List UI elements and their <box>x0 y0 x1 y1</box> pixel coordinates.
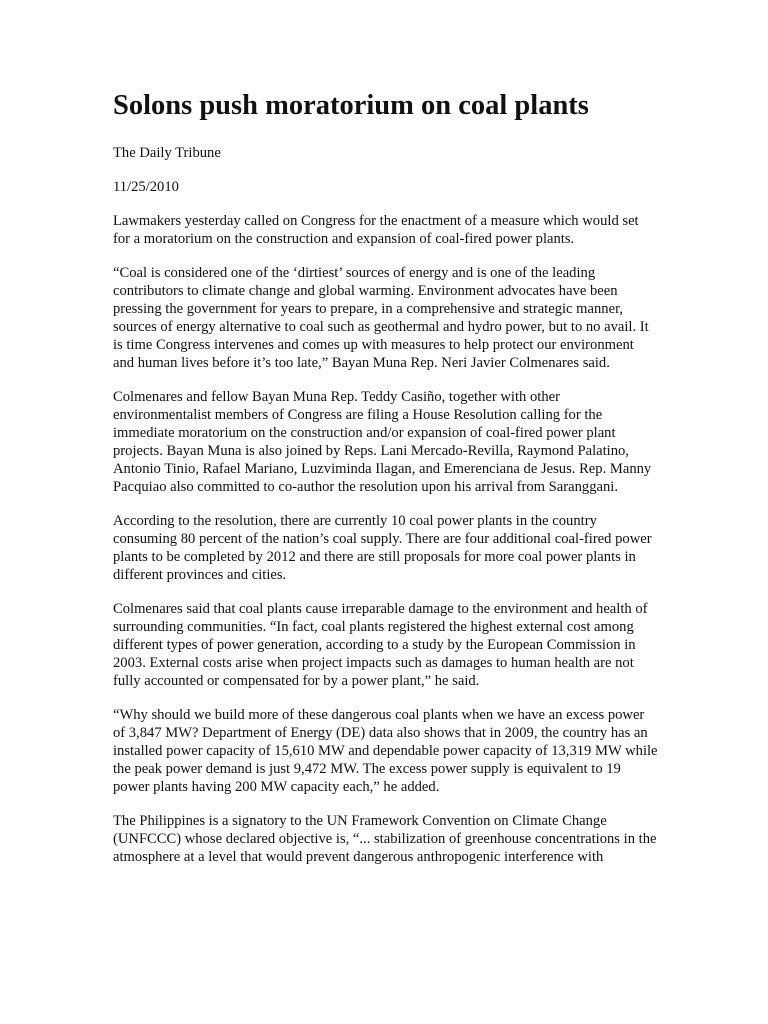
article-paragraph-4: According to the resolution, there are currently 10 coal power plants in the country consuming 80 percent of the nation’s coal supply. There are four additional coal-fired power plants to be completed by 2012 and there are still proposals for more coal power plants in different provinces and cities. <box>113 513 652 583</box>
article-paragraph-3: Colmenares and fellow Bayan Muna Rep. Teddy Casiño, together with other environmentalist members of Congress are filing a House Resolution calling for the immediate moratorium on the construction and/or expansion of coal-fired power plant projects. Bayan Muna is also joined by Reps. Lani Mercado-Revilla, Raymond Palatino, Antonio Tinio, Rafael Mariano, Luzviminda Ilagan, and Emerenciana de Jesus. Rep. Manny Pacquiao also committed to co-author the resolution upon his arrival from Saranggani. <box>113 389 652 495</box>
article-paragraph-5: Colmenares said that coal plants cause irreparable damage to the environment and health of surrounding communities. “In fact, coal plants registered the highest external cost among different types of power generation, according to a study by the European Commission in 2003. External costs arise when project impacts such as damages to human health are not fully accounted or compensated for by a power plant,” he said. <box>113 601 648 689</box>
article-title: Solons push moratorium on coal plants <box>113 90 589 121</box>
article-paragraph-2: “Coal is considered one of the ‘dirtiest’ sources of energy and is one of the leading contributors to climate change and global warming. Environment advocates have been pressing the government for years to prepare, in a comprehensive and strategic manner, sources of energy alternative to coal such as geothermal and hydro power, but to no avail. It is time Congress intervenes and comes up with measures to help protect our environment and human lives before it’s too late,” Bayan Muna Rep. Neri Javier Colmenares said. <box>113 265 649 371</box>
article-source: The Daily Tribune <box>113 145 221 161</box>
article-paragraph-1: Lawmakers yesterday called on Congress for the enactment of a measure which would set for a moratorium on the construction and expansion of coal-fired power plants. <box>113 213 639 247</box>
article-date: 11/25/2010 <box>113 179 179 195</box>
article-paragraph-6: “Why should we build more of these dangerous coal plants when we have an excess power of 3,847 MW? Department of Energy (DE) data also shows that in 2009, the country has an installed power capacity of 15,610 MW and dependable power capacity of 13,319 MW while the peak power demand is just 9,472 MW. The excess power supply is equivalent to 19 power plants having 200 MW capacity each,” he added. <box>113 707 658 795</box>
document-page <box>113 88 658 882</box>
article-paragraph-7: The Philippines is a signatory to the UN Framework Convention on Climate Change (UNFCCC) whose declared objective is, “... stabilization of greenhouse concentrations in the atmosphere at a level that would prevent dangerous anthropogenic interference with <box>113 813 657 865</box>
